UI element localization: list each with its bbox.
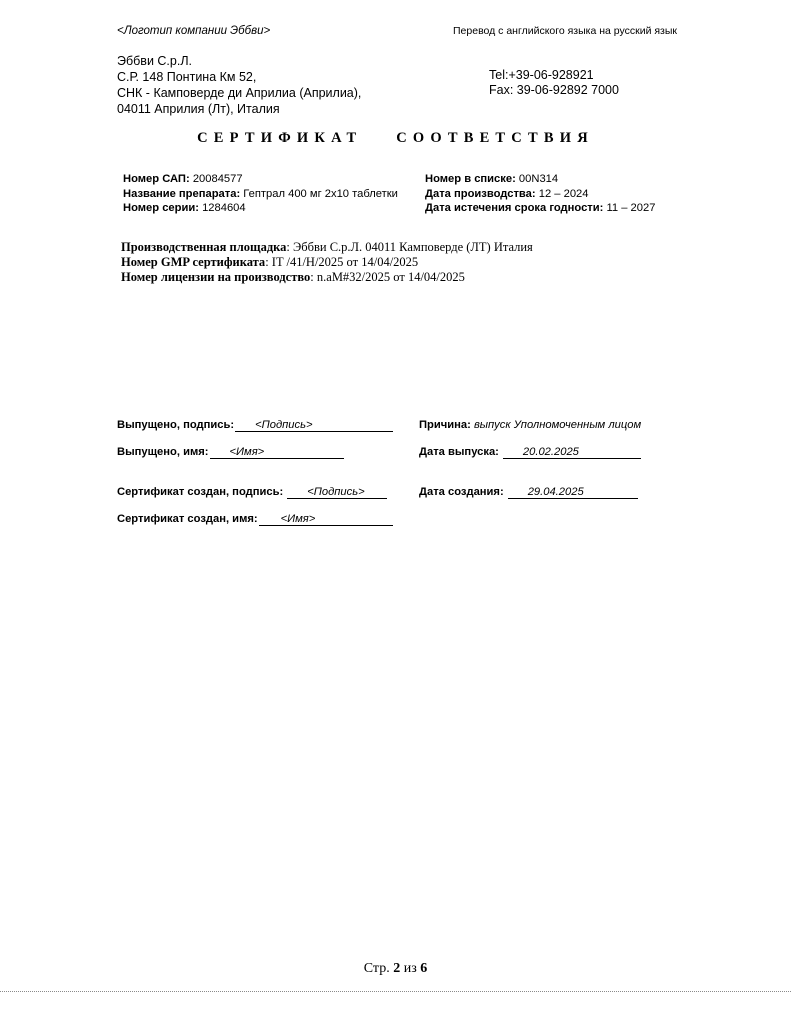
released-name-field [117,446,344,459]
batch-number-value: 1284604 [198,202,246,214]
released-signature-field [117,419,393,432]
creation-date-field [419,486,638,499]
production-date-label: Дата производства: [425,187,536,200]
release-reason-label: Причина: [419,419,471,431]
released-signature-value: <Подпись> [255,419,313,431]
product-name-label: Название препарата: [123,187,241,200]
page-number [0,961,791,977]
document-title: СЕРТИФИКАТ СООТВЕТСТВИЯ [197,130,594,146]
created-signature-label: Сертификат создан, подпись: [117,486,284,498]
address-line: СНК - Камповерде ди Априлиа (Априлиа), [117,86,362,100]
page-number-current: 2 [393,961,401,976]
release-reason-value: выпуск Уполномоченным лицом [470,419,642,431]
released-name-value: <Имя> [229,446,265,458]
release-date-label: Дата выпуска: [419,446,499,458]
list-number-row [425,172,655,187]
released-signature-label: Выпущено, подпись: [117,419,235,431]
company-address [117,53,361,117]
creation-date-value: 29.04.2025 [527,486,584,498]
company-contacts [489,68,619,98]
fax-number: Fax: 39-06-92892 7000 [489,83,619,97]
sap-number-label: Номер САП: [123,173,190,185]
company-logo-placeholder: <Логотип компании Эббви> [117,25,271,37]
created-signature-field [117,486,387,499]
gmp-label: Номер GMP сертификата [121,255,266,269]
created-name-field [117,513,393,526]
created-name-value: <Имя> [280,513,316,525]
page-number-total: 6 [420,961,428,976]
expiry-date-row [425,201,655,216]
manufacturing-site-info [121,240,533,285]
page-number-middle: из [400,961,421,976]
expiry-date-label: Дата истечения срока годности: [425,202,604,214]
page-number-prefix: Стр. [363,961,394,976]
license-row [121,270,533,285]
sap-number-row [123,172,398,187]
gmp-row [121,255,533,270]
site-value: : Эббви С.р.Л. 04011 Камповерде (ЛТ) Италия [286,240,533,254]
release-reason-field [419,419,641,431]
translation-note: Перевод с английского языка на русский язык [453,25,678,37]
site-label: Производственная площадка [121,240,287,254]
product-name-row [123,187,398,202]
expiry-date-value: 11 – 2027 [603,202,656,214]
release-date-value: 20.02.2025 [522,446,579,458]
creation-date-label: Дата создания: [419,486,504,498]
batch-number-label: Номер серии: [123,202,199,214]
phone-number: Tel:+39-06-928921 [489,68,594,82]
product-info-right [425,172,655,216]
gmp-value: : IT /41/H/2025 от 14/04/2025 [265,255,419,269]
site-row [121,240,533,255]
address-line: 04011 Априлия (Лт), Италия [117,102,280,116]
page-break-line [0,991,791,992]
production-date-row [425,187,655,202]
address-line: С.Р. 148 Понтина Км 52, [117,70,257,84]
license-value: : n.aM#32/2025 от 14/04/2025 [310,270,465,284]
company-name: Эббви С.р.Л. [117,54,192,68]
batch-number-row [123,201,398,216]
created-signature-value: <Подпись> [307,486,365,498]
production-date-value: 12 – 2024 [535,187,589,200]
license-label: Номер лицензии на производство [121,270,311,284]
product-name-value: Гептрал 400 мг 2х10 таблетки [240,187,398,200]
created-name-label: Сертификат создан, имя: [117,513,258,525]
list-number-value: 00N314 [515,173,559,185]
product-info-left [123,172,398,216]
sap-number-value: 20084577 [189,173,243,185]
release-date-field [419,446,641,459]
released-name-label: Выпущено, имя: [117,446,209,458]
list-number-label: Номер в списке: [425,173,516,185]
